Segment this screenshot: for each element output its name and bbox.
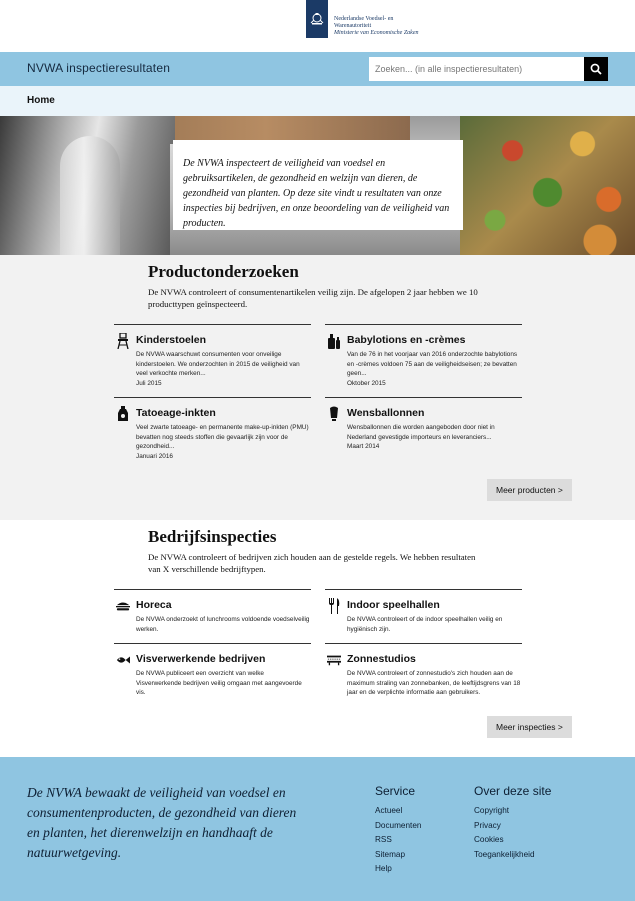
card-date: Juli 2015 <box>136 379 162 387</box>
card-description: De NVWA waarschuwt consumenten voor onveilige kinderstoelen. We onderzochten in 2015 de veiligheid van veel verkochte merken... <box>136 351 300 378</box>
card-text <box>347 350 522 388</box>
card-text <box>136 423 311 461</box>
footer-about-column <box>474 784 551 862</box>
footer-link-actueel[interactable]: Actueel <box>375 806 403 815</box>
fork-knife-icon <box>327 598 341 614</box>
products-intro: De NVWA controleert of consumentenartikelen veilig zijn. De afgelopen 2 jaar hebben we 10 producttypen geïnspecteerd. <box>148 287 478 309</box>
card-date: Januari 2016 <box>136 452 173 460</box>
sunbed-icon <box>327 652 341 668</box>
footer-statement: De NVWA bewaakt de veiligheid van voedsel en consumentenproducten, de gezondheid van dieren en planten, het dierenwelzijn en handhaaft de natuurwetgeving. <box>27 785 297 860</box>
burger-icon <box>116 598 130 614</box>
footer-link-rss[interactable]: RSS <box>375 835 392 844</box>
hero-vegetables-decoration <box>460 116 635 255</box>
product-card-wensballonnen[interactable] <box>325 397 522 469</box>
hero-text-box <box>173 140 463 230</box>
hero-text: De NVWA inspecteert de veiligheid van voedsel en gebruiksartikelen, de gezondheid en welzijn van dieren, de gezondheid van planten. Op deze site vindt u resultaten van onze inspecties bij bedrijven, en onze beoordeling van de veiligheid van producten. <box>183 158 450 229</box>
card-description: De NVWA controleert of de indoor speelhallen veilig en hygiënisch zijn. <box>347 616 503 633</box>
card-title[interactable]: Babylotions en -crèmes <box>347 334 466 346</box>
card-title[interactable]: Kinderstoelen <box>136 334 207 346</box>
site-header <box>0 52 635 86</box>
card-description: Van de 76 in het voorjaar van 2016 onderzochte babylotions en -crèmes voldoen 75 aan de veiligheidseisen; ze bevatten geen... <box>347 351 518 378</box>
companies-section <box>0 520 635 757</box>
breadcrumb-home[interactable]: Home <box>27 95 55 106</box>
hero-steel-highlight <box>60 136 120 255</box>
logo-line-1: Nederlandse Voedsel- en <box>334 16 394 22</box>
more-products-button[interactable]: Meer producten > <box>487 479 572 501</box>
footer-about-heading: Over deze site <box>474 784 552 798</box>
logo-ministry: Ministerie van Economische Zaken <box>334 30 419 36</box>
card-text <box>136 350 311 388</box>
companies-title: Bedrijfsinspecties <box>148 527 277 546</box>
company-card-zonnestudios[interactable] <box>325 643 522 703</box>
footer-link-documenten[interactable]: Documenten <box>375 820 422 830</box>
high-chair-icon <box>116 333 130 349</box>
companies-intro: De NVWA controleert of bedrijven zich houden aan de gestelde regels. We hebben resultaten van X verschillende bedrijftypen. <box>148 552 476 574</box>
products-section <box>0 255 635 520</box>
footer-link-privacy[interactable]: Privacy <box>474 820 501 830</box>
card-title[interactable]: Tatoeage-inkten <box>136 407 216 419</box>
product-card-kinderstoelen[interactable] <box>114 324 311 396</box>
card-description: De NVWA onderzoekt of lunchrooms voldoende voedselveilig werken. <box>136 616 310 633</box>
site-title[interactable]: NVWA inspectieresultaten <box>27 61 171 75</box>
search-icon <box>590 63 602 75</box>
coat-of-arms-icon <box>306 0 328 38</box>
product-card-tatoeage[interactable] <box>114 397 311 469</box>
card-text <box>347 423 522 452</box>
lotion-bottle-icon <box>327 333 341 349</box>
card-date: Maart 2014 <box>347 443 380 451</box>
card-description: Wensballonnen die worden aangeboden door niet in Nederland gevestigde importeurs en leveranciers... <box>347 424 495 441</box>
card-title[interactable]: Zonnestudios <box>347 653 416 665</box>
search-input[interactable] <box>369 57 584 81</box>
sky-lantern-icon <box>327 406 341 422</box>
search-button[interactable] <box>584 57 608 81</box>
card-description: De NVWA controleert of zonnestudio's zich houden aan de maximum straling van zonnebanken, de leeftijdsgrens van 18 jaar en de verplichte informatie aan gebruikers. <box>347 670 521 697</box>
footer-link-sitemap[interactable]: Sitemap <box>375 849 406 859</box>
product-card-babylotions[interactable] <box>325 324 522 396</box>
site-footer <box>0 757 635 901</box>
breadcrumb <box>0 86 635 116</box>
footer-service-column <box>375 784 421 877</box>
company-card-horeca[interactable] <box>114 589 311 641</box>
more-inspections-button[interactable]: Meer inspecties > <box>487 716 572 738</box>
company-card-visverwerkende[interactable] <box>114 643 311 703</box>
company-card-speelhallen[interactable] <box>325 589 522 641</box>
footer-link-copyright[interactable]: Copyright <box>474 806 510 815</box>
logo-text <box>334 16 454 37</box>
rijksoverheid-logo[interactable] <box>306 0 454 38</box>
ink-bottle-icon <box>116 406 130 422</box>
footer-link-cookies[interactable]: Cookies <box>474 835 504 844</box>
footer-link-help[interactable]: Help <box>375 864 392 873</box>
card-description: Veel zwarte tatoeage- en permanente make-up-inkten (PMU) bevatten nog steeds stoffen die gevaarlijk zijn voor de gezondheid... <box>136 424 309 451</box>
products-title: Productonderzoeken <box>148 262 299 281</box>
footer-link-toegankelijkheid[interactable]: Toegankelijkheid <box>474 849 535 859</box>
logo-line-2: Warenautoriteit <box>334 23 372 29</box>
fish-icon <box>116 652 130 668</box>
logo-bar <box>0 0 635 52</box>
card-title[interactable]: Indoor speelhallen <box>347 599 440 611</box>
footer-service-heading: Service <box>375 784 416 798</box>
card-title[interactable]: Visverwerkende bedrijven <box>136 653 266 665</box>
card-title[interactable]: Horeca <box>136 599 172 611</box>
card-title[interactable]: Wensballonnen <box>347 407 425 419</box>
card-date: Oktober 2015 <box>347 379 386 387</box>
card-description: De NVWA publiceert een overzicht van welke Visverwerkende bedrijven veilig omgaan met aangevoerde vis. <box>136 670 302 697</box>
